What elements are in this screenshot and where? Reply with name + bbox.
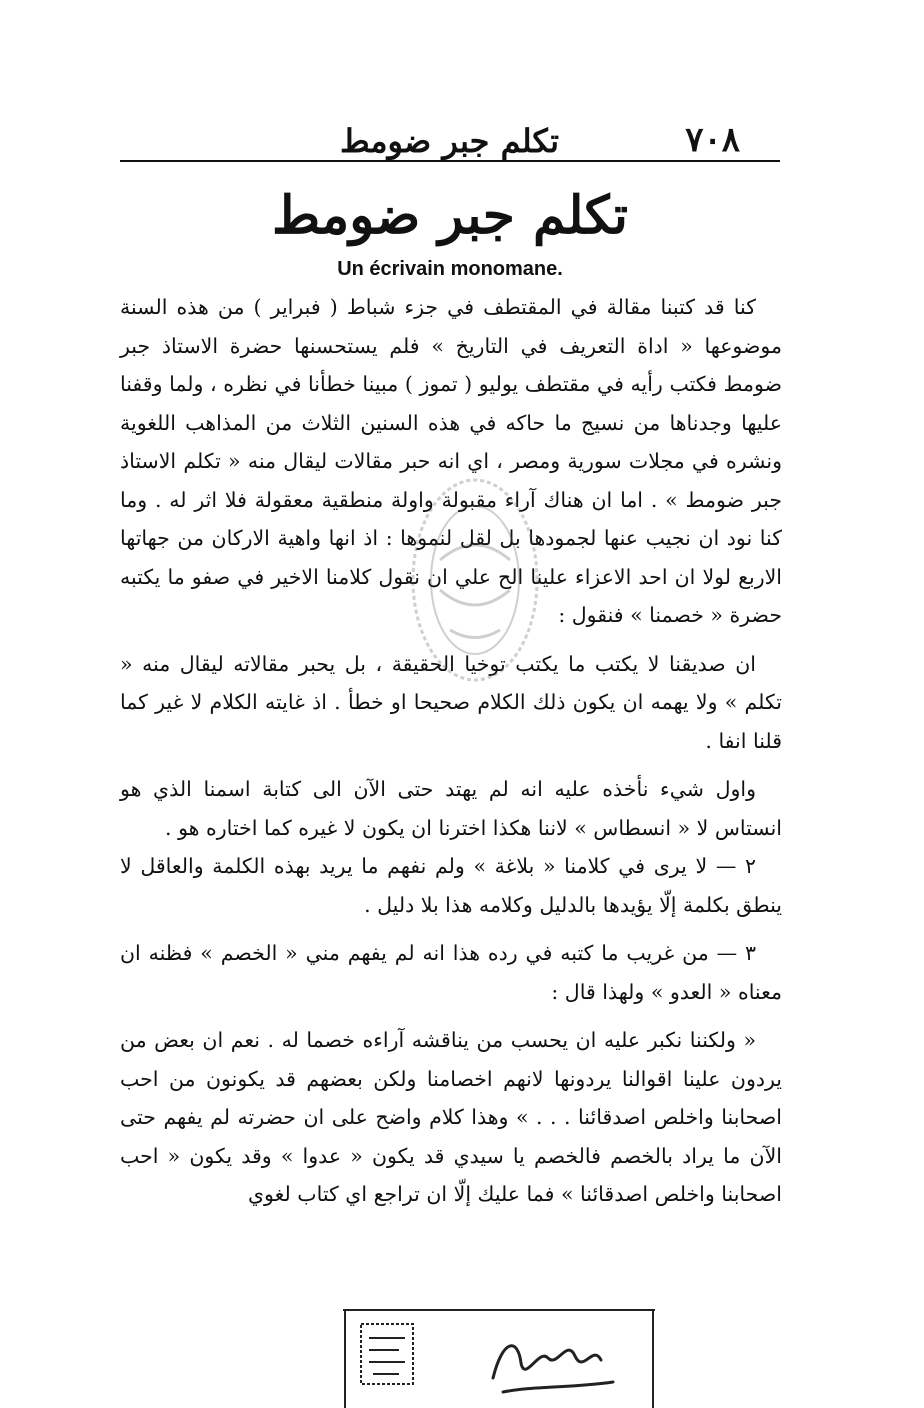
handwritten-signature (493, 1346, 613, 1392)
library-ownership-stamp (343, 1308, 655, 1408)
article-subtitle: Un écrivain monomane. (337, 258, 563, 280)
article-body (120, 288, 782, 1214)
paragraph: ٣ — من غريب ما كتبه في رده هذا انه لم يفهم مني « الخصم » فظنه ان معناه « العدو » ولهذا قال : (120, 941, 782, 1004)
paragraph: واول شيء نأخذه عليه انه لم يهتد حتى الآن الى كتابة اسمنا الذي هو انستاس لا « انسطاس » لاننا هكذا اخترنا ان يكون لا غيره كما اختاره هو . (120, 777, 782, 840)
library-stamp-watermark (400, 470, 550, 690)
paragraph: ٢ — لا يرى في كلامنا « بلاغة » ولم نفهم ما يريد بهذه الكلمة والعاقل لا ينطق بكلمة إلّا يؤيدها بالدليل وكلامه هذا بلا دليل . (120, 854, 782, 917)
stamp-seal-icon (361, 1324, 413, 1384)
article-title: تكلم جبر ضومط (272, 185, 628, 246)
header-rule (120, 160, 780, 162)
paragraph: كنا قد كتبنا مقالة في المقتطف في جزء شباط ( فبراير ) من هذه السنة موضوعها « اداة التعريف في التاريخ » فلم يستحسنها حضرة الاستاذ جبر ضومط فكتب رأيه في مقتطف يوليو ( تموز ) مبينا خطأنا في نظره ، ولما وقفنا عليها وجدناها من نسيج ما حاكه في هذه السنين الثلاث من المذاهب اللغوية ونشره في مجلات سورية ومصر ، اي انه حبر مقالات ليقال منه « تكلم الاستاذ جبر ضومط » . اما ان هناك آراء مقبولة واولة منطقية معقولة فلا اثر له . وما كنا نود ان نجيب عنها لجمودها بل لقل لنموها : اذ انها واهية الاركان من جهاتها الاربع لولا ان احد الاعزاء علينا الح علي ان نقول كلامنا الاخير في صفو ما يكتبه حضرة « خصمنا » فنقول : (120, 295, 782, 627)
paragraph: ان صديقنا لا يكتب ما يكتب توخيا الحقيقة ، بل يحبر مقالاته ليقال منه « تكلم » ولا يهمه ان يكون ذلك الكلام صحيحا او خطأ . اذ غايته الكلام لا غير كما قلنا انفا . (120, 651, 782, 753)
paragraph: « ولكننا نكبر عليه ان يحسب من يناقشه آراءه خصما له . نعم ان بعض من يردون علينا اقوالنا يردونها لانهم اخصامنا ولكن بعضهم قد يكونون من احب اصحابنا واخلص اصدقائنا . . . » وهذا كلام واضح على ان حضرته لم يفهم حتى الآن ما يراد بالخصم فالخصم يا سيدي قد يكون « عدوا » وقد يكون « احب اصحابنا واخلص اصدقائنا » فما عليك إلّا ان تراجع اي كتاب لغوي (120, 1028, 782, 1206)
running-header-title: تكلم جبر ضومط (340, 122, 560, 160)
page-number: ٧٠٨ (685, 120, 740, 160)
running-header (120, 100, 780, 160)
